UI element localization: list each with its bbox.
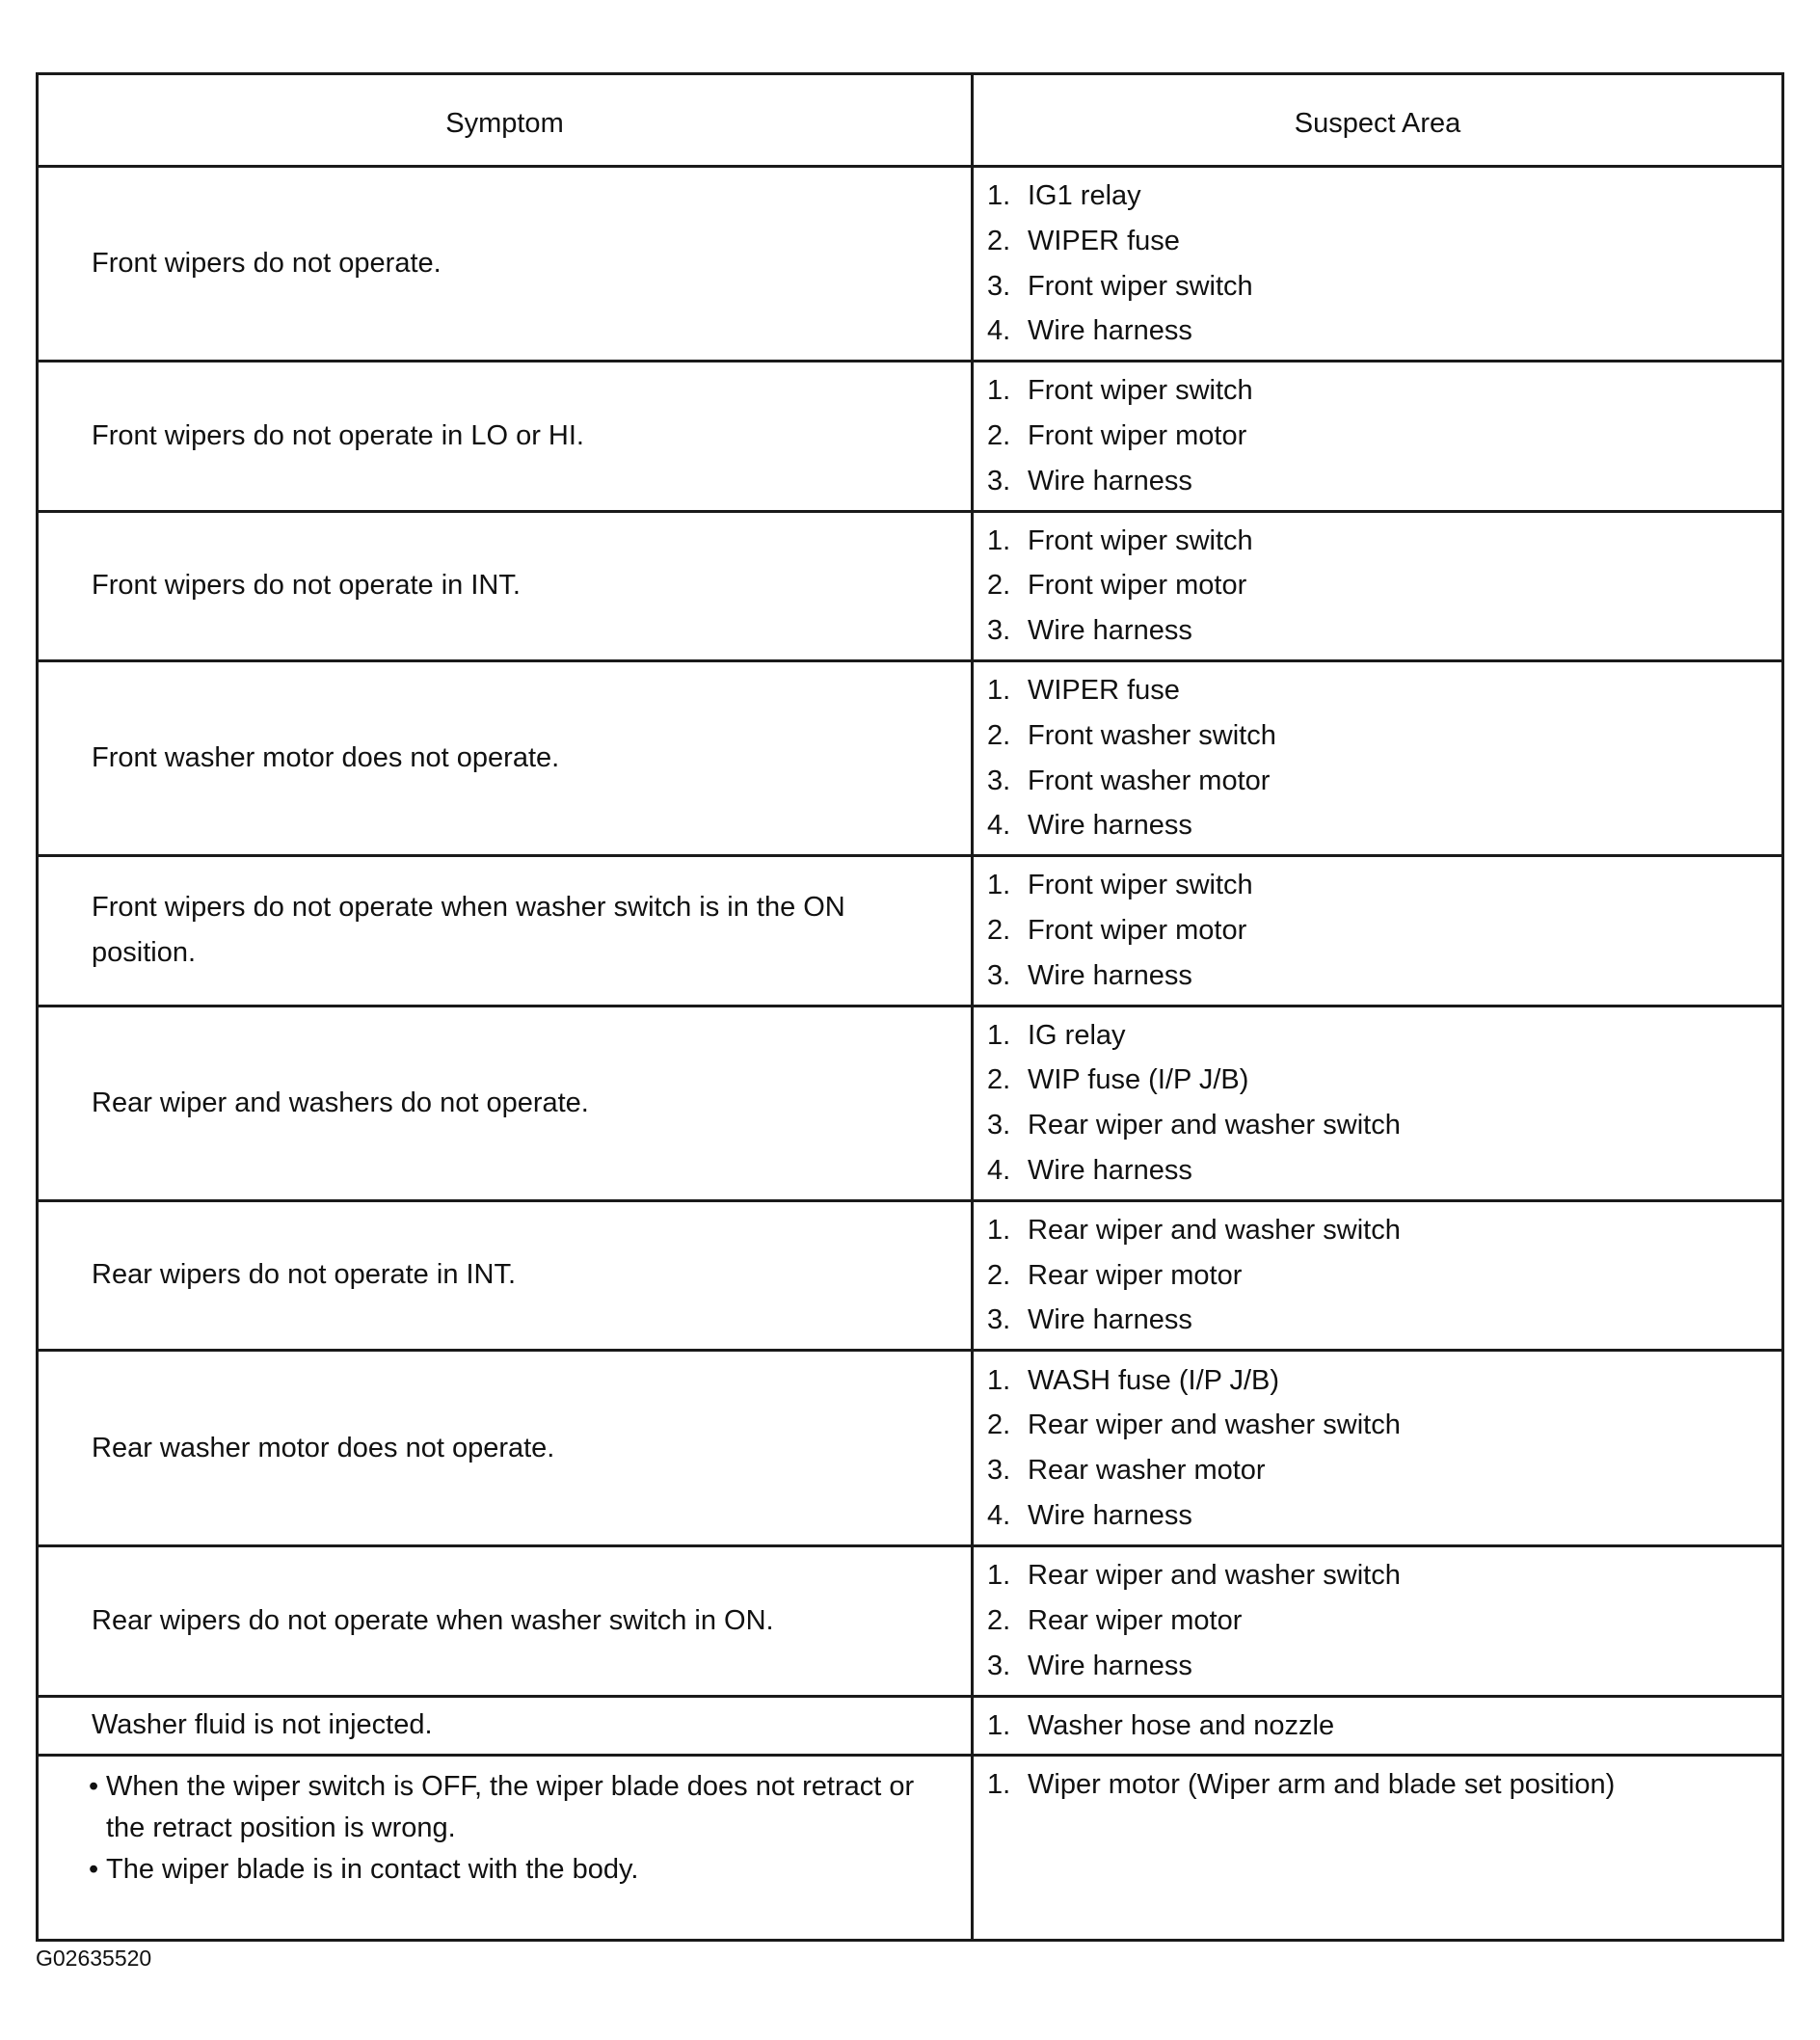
suspect-item [987,1058,1770,1103]
symptom-column-header: Symptom [38,74,973,167]
symptom-cell: Rear wiper and washers do not operate. [38,1006,973,1200]
suspect-text: IG1 relay [1028,180,1141,211]
suspect-text: Front wiper motor [1028,914,1247,946]
suspect-area-cell [973,1351,1783,1546]
suspect-item [987,368,1770,414]
suspect-text: Wire harness [1028,1650,1192,1681]
suspect-number: 3. [987,1110,1011,1141]
suspect-text: Wire harness [1028,1499,1192,1531]
suspect-text: Wiper motor (Wiper arm and blade set position) [1028,1769,1616,1801]
suspect-item [987,863,1770,908]
suspect-item [987,414,1770,459]
suspect-number: 3. [987,959,1011,991]
symptom-cell: Washer fluid is not injected. [38,1696,973,1756]
troubleshooting-table [36,72,1784,1942]
suspect-area-cell [973,167,1783,362]
symptom-cell: Front wipers do not operate in INT. [38,511,973,660]
suspect-number: 2. [987,719,1011,751]
suspect-item [987,608,1770,654]
suspect-item [987,174,1770,219]
suspect-text: Rear wiper and washer switch [1028,1409,1401,1441]
troubleshooting-table-container [36,72,1781,1942]
suspect-item [987,759,1770,804]
suspect-item [987,1762,1770,1808]
suspect-area-cell [973,856,1783,1006]
symptom-cell: Front washer motor does not operate. [38,660,973,855]
suspect-number: 4. [987,1499,1011,1531]
table-row [38,1696,1783,1756]
suspect-list [987,863,1770,998]
suspect-list [987,1762,1770,1808]
suspect-item [987,264,1770,309]
table-row [38,1200,1783,1350]
suspect-item [987,519,1770,564]
suspect-number: 1. [987,1709,1011,1741]
suspect-number: 1. [987,1214,1011,1246]
symptom-cell: Rear wipers do not operate when washer switch in ON. [38,1546,973,1696]
suspect-area-cell [973,1696,1783,1756]
table-row [38,362,1783,511]
suspect-number: 3. [987,270,1011,302]
suspect-text: Wire harness [1028,1304,1192,1336]
suspect-list [987,519,1770,654]
suspect-text: Wire harness [1028,315,1192,347]
bullet-icon: • [89,1854,99,1886]
suspect-text: Front wiper motor [1028,570,1247,602]
suspect-area-cell [973,1200,1783,1350]
suspect-item [987,1403,1770,1448]
suspect-number: 1. [987,1560,1011,1592]
suspect-item [987,908,1770,953]
suspect-item [987,1298,1770,1343]
symptom-cell: Rear wipers do not operate in INT. [38,1200,973,1350]
suspect-item [987,1598,1770,1644]
suspect-number: 2. [987,419,1011,451]
suspect-list [987,368,1770,503]
suspect-number: 3. [987,1650,1011,1681]
suspect-list [987,1013,1770,1194]
suspect-area-cell [973,511,1783,660]
suspect-text: Rear wiper motor [1028,1259,1243,1291]
table-row [38,1546,1783,1696]
table-body [38,167,1783,1941]
suspect-text: Front wiper switch [1028,375,1253,407]
suspect-text: WIPER fuse [1028,225,1180,256]
suspect-number: 1. [987,524,1011,556]
suspect-number: 1. [987,1019,1011,1051]
suspect-item [987,309,1770,354]
table-row [38,167,1783,362]
symptom-cell: Front wipers do not operate. [38,167,973,362]
suspect-text: WIPER fuse [1028,674,1180,706]
symptom-bullet-text: The wiper blade is in contact with the body. [106,1854,639,1886]
suspect-number: 3. [987,615,1011,647]
suspect-text: Wire harness [1028,465,1192,497]
suspect-list [987,1704,1770,1749]
symptom-bullet-list [89,1766,932,1891]
suspect-item [987,953,1770,999]
suspect-list [987,668,1770,848]
suspect-item [987,1448,1770,1493]
table-row [38,1756,1783,1941]
suspect-item [987,563,1770,608]
suspect-item [987,1704,1770,1749]
suspect-number: 1. [987,180,1011,211]
suspect-number: 1. [987,1769,1011,1801]
suspect-number: 3. [987,1455,1011,1487]
suspect-number: 4. [987,1154,1011,1186]
suspect-text: Rear wiper and washer switch [1028,1110,1401,1141]
suspect-item [987,459,1770,504]
symptom-bullet-item [89,1766,932,1849]
suspect-text: Rear wiper and washer switch [1028,1214,1401,1246]
suspect-area-cell [973,1546,1783,1696]
suspect-number: 3. [987,765,1011,796]
suspect-text: Rear washer motor [1028,1455,1266,1487]
suspect-number: 2. [987,1604,1011,1636]
suspect-text: WASH fuse (I/P J/B) [1028,1364,1280,1396]
suspect-number: 3. [987,465,1011,497]
table-row [38,511,1783,660]
suspect-list [987,1553,1770,1688]
suspect-area-cell [973,660,1783,855]
symptom-bullet-text: When the wiper switch is OFF, the wiper blade does not retract or the retract position is wrong. [106,1771,915,1844]
symptom-cell: Rear washer motor does not operate. [38,1351,973,1546]
suspect-number: 3. [987,1304,1011,1336]
suspect-number: 4. [987,315,1011,347]
suspect-text: Front wiper switch [1028,270,1253,302]
suspect-text: WIP fuse (I/P J/B) [1028,1064,1249,1096]
suspect-item [987,1253,1770,1299]
symptom-cell: Front wipers do not operate when washer switch is in the ON position. [38,856,973,1006]
suspect-text: Rear wiper motor [1028,1604,1243,1636]
suspect-text: Wire harness [1028,1154,1192,1186]
suspect-text: Washer hose and nozzle [1028,1709,1335,1741]
suspect-text: Front wiper switch [1028,870,1253,901]
suspect-item [987,1208,1770,1253]
suspect-number: 2. [987,1259,1011,1291]
suspect-number: 4. [987,810,1011,842]
suspect-item [987,1493,1770,1539]
suspect-text: Rear wiper and washer switch [1028,1560,1401,1592]
suspect-number: 2. [987,914,1011,946]
suspect-list [987,1208,1770,1343]
suspect-number: 2. [987,570,1011,602]
suspect-item [987,219,1770,264]
symptom-bullet-item [89,1849,932,1891]
suspect-text: Wire harness [1028,959,1192,991]
suspect-item [987,1148,1770,1194]
bullet-icon: • [89,1771,99,1803]
suspect-item [987,1013,1770,1059]
suspect-list [987,174,1770,354]
suspect-text: IG relay [1028,1019,1126,1051]
symptom-cell: Front wipers do not operate in LO or HI. [38,362,973,511]
suspect-area-cell [973,1006,1783,1200]
table-row [38,1006,1783,1200]
suspect-area-cell [973,362,1783,511]
table-row [38,856,1783,1006]
suspect-item [987,1358,1770,1404]
suspect-text: Front washer switch [1028,719,1276,751]
table-row [38,660,1783,855]
suspect-text: Front washer motor [1028,765,1271,796]
figure-code-caption: G02635520 [36,1946,152,1971]
suspect-item [987,1103,1770,1148]
suspect-number: 2. [987,1409,1011,1441]
suspect-area-column-header: Suspect Area [973,74,1783,167]
suspect-list [987,1358,1770,1539]
symptom-cell [38,1756,973,1941]
suspect-item [987,1553,1770,1598]
suspect-text: Wire harness [1028,810,1192,842]
suspect-number: 1. [987,870,1011,901]
suspect-number: 1. [987,1364,1011,1396]
table-header-row [38,74,1783,167]
suspect-number: 2. [987,1064,1011,1096]
suspect-item [987,803,1770,848]
suspect-text: Wire harness [1028,615,1192,647]
suspect-area-cell [973,1756,1783,1941]
suspect-number: 2. [987,225,1011,256]
suspect-number: 1. [987,375,1011,407]
table-row [38,1351,1783,1546]
suspect-item [987,713,1770,759]
suspect-number: 1. [987,674,1011,706]
suspect-item [987,1644,1770,1689]
suspect-item [987,668,1770,713]
suspect-text: Front wiper motor [1028,419,1247,451]
suspect-text: Front wiper switch [1028,524,1253,556]
